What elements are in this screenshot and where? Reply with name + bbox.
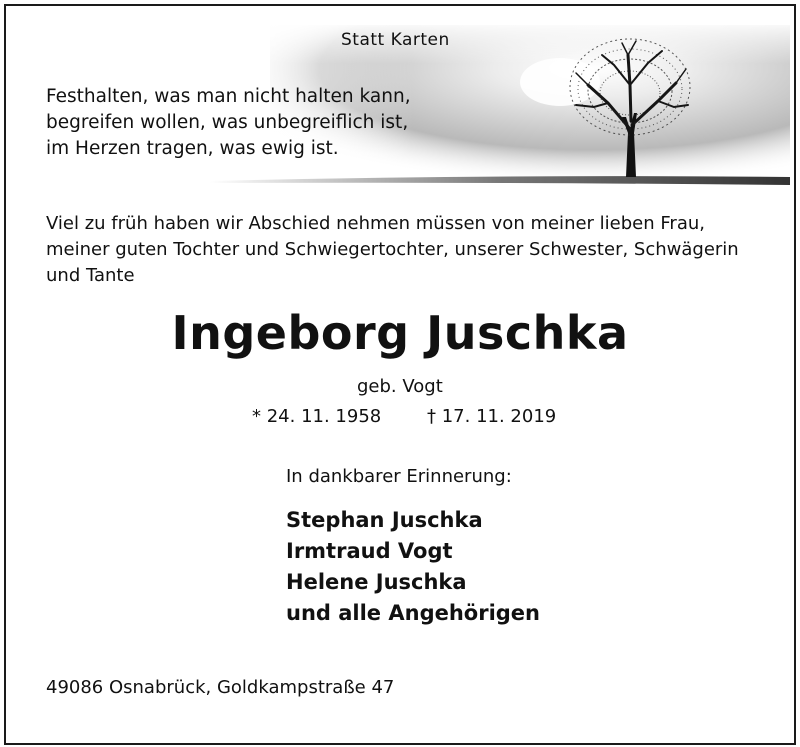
header-statt-karten: Statt Karten <box>341 30 450 50</box>
address: 49086 Osnabrück, Goldkampstraße 47 <box>46 677 395 698</box>
motto-line: im Herzen tragen, was ewig ist. <box>46 138 339 159</box>
intro-line: und Tante <box>46 265 135 286</box>
birth-date: * 24. 11. 1958 <box>252 406 382 427</box>
intro-text <box>46 211 786 289</box>
maiden-name: geb. Vogt <box>357 376 443 397</box>
deceased-name: Ingeborg Juschka <box>171 306 629 360</box>
intro-line: Viel zu früh haben wir Abschied nehmen müssen von meiner lieben Frau, <box>46 213 705 234</box>
mourners-list <box>286 505 540 629</box>
motto-line: begreifen wollen, was unbegreiflich ist, <box>46 112 409 133</box>
motto-line: Festhalten, was man nicht halten kann, <box>46 86 411 107</box>
memory-line: In dankbarer Erinnerung: <box>286 466 512 487</box>
motto-verse <box>46 84 411 162</box>
mourner-name: Helene Juschka <box>286 570 467 594</box>
mourner-name: Stephan Juschka <box>286 508 483 532</box>
mourner-name: und alle Angehörigen <box>286 601 540 625</box>
mourner-name: Irmtraud Vogt <box>286 539 453 563</box>
death-date: † 17. 11. 2019 <box>427 406 557 427</box>
intro-line: meiner guten Tochter und Schwiegertochter, unserer Schwester, Schwägerin <box>46 239 739 260</box>
